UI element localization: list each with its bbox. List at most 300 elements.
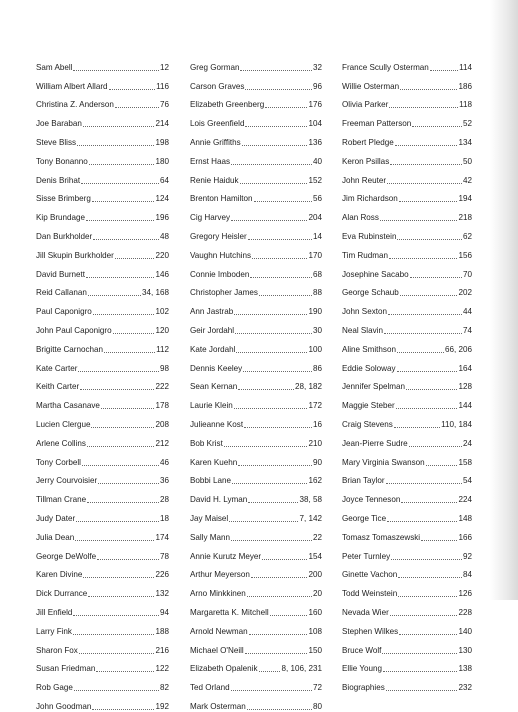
entry-name: Tillman Crane — [36, 495, 87, 505]
entry-page-numbers: 36 — [159, 476, 169, 486]
dot-leader — [88, 596, 154, 597]
entry-page-numbers: 188 — [155, 626, 169, 636]
entry-page-numbers: 42 — [462, 175, 472, 185]
entry-page-numbers: 136 — [308, 137, 322, 147]
dot-leader — [231, 540, 312, 541]
index-entry — [190, 656, 322, 675]
dot-leader — [398, 577, 462, 578]
entry-page-numbers: 78 — [159, 551, 169, 561]
entry-page-numbers: 186 — [458, 81, 472, 91]
dot-leader — [73, 615, 159, 616]
entry-page-numbers: 222 — [155, 382, 169, 392]
dot-leader — [87, 446, 155, 447]
dot-leader — [386, 690, 458, 691]
entry-name: Joe Baraban — [36, 119, 82, 129]
dot-leader — [235, 333, 312, 334]
index-entry — [36, 73, 169, 92]
dot-leader — [250, 277, 312, 278]
dot-leader — [397, 239, 462, 240]
dot-leader — [238, 389, 294, 390]
index-entry — [342, 430, 472, 449]
index-entry — [342, 242, 472, 261]
entry-page-numbers: 84 — [462, 570, 472, 580]
entry-page-numbers: 16 — [312, 419, 322, 429]
index-column-3 — [342, 54, 472, 693]
index-entry — [342, 486, 472, 505]
dot-leader — [391, 559, 462, 560]
index-entry — [36, 599, 169, 618]
dot-leader — [234, 314, 307, 315]
index-entry — [36, 674, 169, 693]
entry-page-numbers: 220 — [155, 250, 169, 260]
index-entry — [36, 449, 169, 468]
entry-name: Lucien Clergue — [36, 419, 91, 429]
index-entry — [190, 261, 322, 280]
index-entry — [36, 336, 169, 355]
index-entry — [36, 317, 169, 336]
entry-name: Martha Casanave — [36, 401, 100, 411]
dot-leader — [248, 239, 312, 240]
index-entry — [190, 186, 322, 205]
index-entry — [190, 374, 322, 393]
entry-page-numbers: 214 — [155, 119, 169, 129]
entry-page-numbers: 74 — [462, 325, 472, 335]
index-entry — [342, 374, 472, 393]
dot-leader — [382, 653, 457, 654]
dot-leader — [389, 107, 458, 108]
index-entry — [342, 54, 472, 73]
index-entry — [190, 167, 322, 186]
index-entry — [342, 599, 472, 618]
entry-page-numbers: 7, 142 — [299, 513, 322, 523]
entry-page-numbers: 216 — [155, 645, 169, 655]
dot-leader — [236, 352, 307, 353]
dot-leader — [88, 295, 141, 296]
entry-page-numbers: 166 — [458, 532, 472, 542]
index-entry — [190, 505, 322, 524]
dot-leader — [232, 483, 308, 484]
entry-page-numbers: 20 — [312, 589, 322, 599]
index-entry — [190, 298, 322, 317]
index-entry — [36, 186, 169, 205]
entry-name: France Scully Osterman — [342, 62, 429, 72]
index-entry — [36, 411, 169, 430]
entry-page-numbers: 56 — [312, 194, 322, 204]
entry-name: Sean Kernan — [190, 382, 238, 392]
index-entry — [190, 110, 322, 129]
dot-leader — [83, 577, 154, 578]
entry-page-numbers: 162 — [308, 476, 322, 486]
dot-leader — [73, 634, 155, 635]
dot-leader — [115, 258, 155, 259]
entry-page-numbers: 32 — [312, 62, 322, 72]
entry-page-numbers: 86 — [312, 363, 322, 373]
entry-name: Todd Weinstein — [342, 589, 398, 599]
index-entry — [190, 580, 322, 599]
entry-page-numbers: 116 — [156, 81, 169, 91]
entry-name: Annie Kurutz Meyer — [190, 551, 262, 561]
entry-name: Geir Jordahl — [190, 325, 235, 335]
entry-page-numbers: 198 — [155, 137, 169, 147]
index-entry — [36, 374, 169, 393]
index-entry — [190, 693, 322, 712]
dot-leader — [383, 671, 457, 672]
dot-leader — [93, 239, 159, 240]
index-entry — [190, 92, 322, 111]
dot-leader — [240, 70, 312, 71]
entry-page-numbers: 122 — [155, 664, 169, 674]
dot-leader — [426, 465, 458, 466]
entry-name: William Albert Allard — [36, 81, 108, 91]
entry-page-numbers: 72 — [312, 683, 322, 693]
entry-name: Jill Enfield — [36, 607, 73, 617]
index-entry — [190, 486, 322, 505]
entry-page-numbers: 98 — [159, 363, 169, 373]
entry-name: Vaughn Hutchins — [190, 250, 252, 260]
entry-page-numbers: 96 — [312, 81, 322, 91]
index-column-1 — [36, 54, 169, 712]
entry-page-numbers: 52 — [462, 119, 472, 129]
entry-name: Arnold Newman — [190, 626, 248, 636]
index-entry — [342, 73, 472, 92]
dot-leader — [80, 389, 154, 390]
entry-name: Larry Fink — [36, 626, 72, 636]
dot-leader — [78, 371, 159, 372]
dot-leader — [386, 483, 462, 484]
entry-page-numbers: 118 — [459, 100, 472, 110]
entry-page-numbers: 12 — [159, 62, 169, 72]
index-entry — [190, 524, 322, 543]
entry-name: Bruce Wolf — [342, 645, 382, 655]
entry-page-numbers: 224 — [458, 495, 472, 505]
entry-page-numbers: 170 — [308, 250, 322, 260]
dot-leader — [270, 615, 308, 616]
dot-leader — [409, 446, 462, 447]
page-edge-shadow — [490, 0, 518, 600]
dot-leader — [384, 333, 462, 334]
entry-page-numbers: 124 — [155, 194, 169, 204]
entry-page-numbers: 134 — [458, 137, 472, 147]
index-entry — [342, 411, 472, 430]
entry-name: Willie Osterman — [342, 81, 400, 91]
dot-leader — [109, 89, 156, 90]
entry-name: Olivia Parker — [342, 100, 389, 110]
index-entry — [342, 674, 472, 693]
entry-name: Denis Brihat — [36, 175, 81, 185]
entry-page-numbers: 200 — [308, 570, 322, 580]
index-entry — [190, 430, 322, 449]
entry-page-numbers: 38, 58 — [299, 495, 322, 505]
index-entry — [342, 223, 472, 242]
entry-name: David Burnett — [36, 269, 86, 279]
entry-page-numbers: 156 — [458, 250, 472, 260]
dot-leader — [242, 145, 308, 146]
dot-leader — [75, 540, 154, 541]
entry-name: Jerry Courvoisier — [36, 476, 98, 486]
entry-page-numbers: 146 — [155, 269, 169, 279]
entry-page-numbers: 164 — [458, 363, 472, 373]
index-entry — [190, 336, 322, 355]
entry-name: Arno Minkkinen — [190, 589, 246, 599]
index-entry — [342, 186, 472, 205]
index-entry — [36, 618, 169, 637]
entry-page-numbers: 178 — [155, 401, 169, 411]
entry-page-numbers: 22 — [312, 532, 322, 542]
entry-page-numbers: 90 — [312, 457, 322, 467]
entry-page-numbers: 48 — [159, 231, 169, 241]
index-entry — [36, 110, 169, 129]
index-entry — [36, 505, 169, 524]
dot-leader — [238, 465, 312, 466]
index-entry — [36, 129, 169, 148]
entry-name: Christopher James — [190, 288, 258, 298]
entry-page-numbers: 66, 206 — [444, 344, 472, 354]
index-entry — [342, 543, 472, 562]
entry-page-numbers: 92 — [462, 551, 472, 561]
entry-name: Alan Ross — [342, 213, 379, 223]
dot-leader — [262, 559, 307, 560]
dot-leader — [231, 164, 312, 165]
index-entry — [190, 73, 322, 92]
entry-name: Renie Haiduk — [190, 175, 239, 185]
entry-page-numbers: 44 — [462, 307, 472, 317]
entry-name: Ann Jastrab — [190, 307, 234, 317]
index-entry — [342, 280, 472, 299]
entry-name: Keith Carter — [36, 382, 80, 392]
entry-name: Cig Harvey — [190, 213, 231, 223]
dot-leader — [430, 70, 458, 71]
entry-name: Michael O'Neill — [190, 645, 244, 655]
index-entry — [190, 148, 322, 167]
entry-page-numbers: 160 — [308, 607, 322, 617]
dot-leader — [387, 183, 462, 184]
entry-name: George DeWolfe — [36, 551, 97, 561]
entry-page-numbers: 212 — [155, 438, 169, 448]
entry-name: Reid Callanan — [36, 288, 87, 298]
dot-leader — [248, 502, 298, 503]
entry-page-numbers: 76 — [159, 100, 169, 110]
dot-leader — [412, 126, 462, 127]
index-entry — [36, 637, 169, 656]
dot-leader — [96, 671, 154, 672]
index-entry — [36, 242, 169, 261]
entry-page-numbers: 172 — [308, 401, 322, 411]
index-entry — [36, 543, 169, 562]
dot-leader — [82, 465, 159, 466]
dot-leader — [397, 352, 444, 353]
entry-page-numbers: 82 — [159, 683, 169, 693]
dot-leader — [394, 427, 440, 428]
entry-name: Dan Burkholder — [36, 231, 93, 241]
entry-page-numbers: 40 — [312, 156, 322, 166]
entry-name: Tomasz Tomaszewski — [342, 532, 421, 542]
index-entry — [190, 280, 322, 299]
dot-leader — [243, 371, 312, 372]
entry-name: Arthur Meyerson — [190, 570, 250, 580]
entry-name: Ellie Young — [342, 664, 383, 674]
entry-name: Stephen Wilkes — [342, 626, 399, 636]
index-entry — [342, 167, 472, 186]
dot-leader — [399, 201, 458, 202]
dot-leader — [397, 371, 458, 372]
entry-name: Karen Divine — [36, 570, 83, 580]
entry-name: Dick Durrance — [36, 589, 88, 599]
dot-leader — [388, 314, 462, 315]
entry-page-numbers: 196 — [155, 213, 169, 223]
index-entry — [190, 637, 322, 656]
dot-leader — [249, 634, 308, 635]
entry-name: Brian Taylor — [342, 476, 385, 486]
dot-leader — [98, 483, 159, 484]
entry-page-numbers: 108 — [308, 626, 322, 636]
dot-leader — [89, 164, 155, 165]
entry-page-numbers: 120 — [155, 325, 169, 335]
index-entry — [342, 656, 472, 675]
entry-name: Tim Rudman — [342, 250, 389, 260]
index-entry — [190, 223, 322, 242]
entry-page-numbers: 24 — [462, 438, 472, 448]
index-entry — [36, 580, 169, 599]
entry-name: Arlene Collins — [36, 438, 86, 448]
index-entry — [190, 562, 322, 581]
entry-name: Dennis Keeley — [190, 363, 243, 373]
entry-page-numbers: 14 — [312, 231, 322, 241]
entry-page-numbers: 180 — [155, 156, 169, 166]
entry-name: Eva Rubinstein — [342, 231, 397, 241]
entry-name: Carson Graves — [190, 81, 245, 91]
dot-leader — [406, 389, 457, 390]
entry-page-numbers: 28, 182 — [294, 382, 322, 392]
entry-page-numbers: 158 — [458, 457, 472, 467]
dot-leader — [245, 126, 307, 127]
index-entry — [190, 411, 322, 430]
index-entry — [36, 468, 169, 487]
entry-page-numbers: 228 — [458, 607, 472, 617]
entry-name: John Paul Caponigro — [36, 325, 112, 335]
entry-name: Margaretta K. Mitchell — [190, 607, 269, 617]
entry-page-numbers: 130 — [458, 645, 472, 655]
entry-page-numbers: 62 — [462, 231, 472, 241]
entry-page-numbers: 80 — [312, 701, 322, 711]
index-entry — [342, 505, 472, 524]
entry-page-numbers: 46 — [159, 457, 169, 467]
dot-leader — [74, 690, 159, 691]
entry-page-numbers: 114 — [459, 62, 472, 72]
entry-name: Robert Pledge — [342, 137, 394, 147]
index-entry — [36, 656, 169, 675]
entry-page-numbers: 18 — [159, 513, 169, 523]
entry-page-numbers: 54 — [462, 476, 472, 486]
index-entry — [36, 92, 169, 111]
index-entry — [190, 392, 322, 411]
dot-leader — [231, 220, 307, 221]
entry-page-numbers: 208 — [155, 419, 169, 429]
index-entry — [190, 355, 322, 374]
index-column-2 — [190, 54, 322, 712]
index-entry — [342, 148, 472, 167]
entry-name: George Schaub — [342, 288, 399, 298]
entry-name: Jim Richardson — [342, 194, 398, 204]
entry-name: Christina Z. Anderson — [36, 100, 114, 110]
entry-name: Josephine Sacabo — [342, 269, 409, 279]
index-entry — [342, 298, 472, 317]
entry-page-numbers: 64 — [159, 175, 169, 185]
dot-leader — [390, 164, 462, 165]
entry-name: Brenton Hamilton — [190, 194, 253, 204]
entry-name: George Tice — [342, 513, 387, 523]
entry-name: John Goodman — [36, 701, 92, 711]
entry-name: Sally Mann — [190, 532, 231, 542]
index-entry — [36, 261, 169, 280]
entry-name: Mary Virginia Swanson — [342, 457, 425, 467]
index-entry — [36, 223, 169, 242]
entry-page-numbers: 128 — [458, 382, 472, 392]
entry-page-numbers: 102 — [155, 307, 169, 317]
entry-page-numbers: 204 — [308, 213, 322, 223]
dot-leader — [400, 295, 458, 296]
entry-name: Elizabeth Opalenik — [190, 664, 258, 674]
entry-page-numbers: 68 — [312, 269, 322, 279]
index-entry — [342, 524, 472, 543]
entry-name: Eddie Soloway — [342, 363, 396, 373]
dot-leader — [224, 446, 308, 447]
entry-page-numbers: 202 — [458, 288, 472, 298]
dot-leader — [93, 314, 155, 315]
index-entry — [342, 336, 472, 355]
dot-leader — [259, 295, 312, 296]
entry-page-numbers: 100 — [308, 344, 322, 354]
entry-page-numbers: 226 — [155, 570, 169, 580]
dot-leader — [389, 258, 457, 259]
dot-leader — [79, 653, 155, 654]
entry-name: Jean-Pierre Sudre — [342, 438, 408, 448]
entry-name: Laurie Klein — [190, 401, 233, 411]
dot-leader — [115, 107, 159, 108]
index-entry — [36, 54, 169, 73]
entry-name: David H. Lyman — [190, 495, 248, 505]
entry-name: Judy Dater — [36, 513, 76, 523]
dot-leader — [92, 201, 155, 202]
dot-leader — [81, 183, 159, 184]
dot-leader — [83, 126, 155, 127]
dot-leader — [265, 107, 307, 108]
entry-page-numbers: 112 — [156, 344, 169, 354]
dot-leader — [254, 201, 312, 202]
dot-leader — [421, 540, 457, 541]
entry-name: Neal Slavin — [342, 325, 383, 335]
dot-leader — [398, 596, 457, 597]
index-entry — [190, 599, 322, 618]
index-entry — [190, 242, 322, 261]
index-entry — [342, 468, 472, 487]
dot-leader — [410, 277, 462, 278]
entry-name: Aline Smithson — [342, 344, 396, 354]
index-entry — [190, 204, 322, 223]
entry-name: Steve Bliss — [36, 137, 77, 147]
index-entry — [36, 355, 169, 374]
index-entry — [190, 468, 322, 487]
entry-name: Tony Bonanno — [36, 156, 88, 166]
index-entry — [36, 430, 169, 449]
dot-leader — [380, 220, 458, 221]
index-entry — [190, 543, 322, 562]
dot-leader — [390, 615, 458, 616]
dot-leader — [234, 408, 308, 409]
index-entry — [36, 693, 169, 712]
dot-leader — [240, 183, 308, 184]
entry-name: Ted Orland — [190, 683, 230, 693]
entry-page-numbers: 88 — [312, 288, 322, 298]
